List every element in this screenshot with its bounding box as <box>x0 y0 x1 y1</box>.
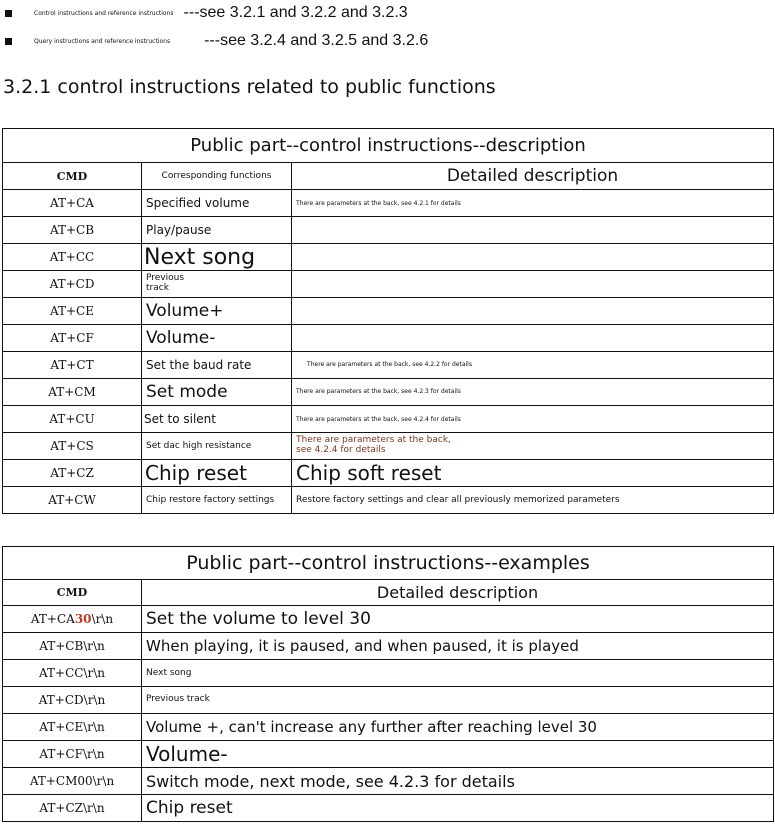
table-row <box>3 217 774 244</box>
table-caption: Public part--control instructions--description <box>3 129 774 163</box>
cmd-cell: AT+CT <box>3 352 142 379</box>
section-title: 3.2.1 control instructions related to public functions <box>3 76 496 98</box>
description-cell <box>292 217 774 244</box>
table-row <box>3 795 774 822</box>
header-cmd: CMD <box>3 580 142 606</box>
table-row <box>3 660 774 687</box>
cmd-cell: AT+CZ\r\n <box>3 795 142 822</box>
description-cell <box>292 298 774 325</box>
function-cell: Set dac high resistance <box>142 433 292 460</box>
cmd-cell: AT+CC <box>3 244 142 271</box>
function-cell: Specified volume <box>142 190 292 217</box>
description-cell: Set the volume to level 30 <box>142 606 774 633</box>
function-cell: Set to silent <box>142 406 292 433</box>
cmd-cell: AT+CF\r\n <box>3 741 142 768</box>
cmd-cell: AT+CE\r\n <box>3 714 142 741</box>
description-cell: There are parameters at the back, see 4.2.3 for details <box>292 379 774 406</box>
bullet-square-icon <box>5 38 12 45</box>
bullet-see-text: ---see 3.2.1 and 3.2.2 and 3.2.3 <box>183 4 408 21</box>
function-cell: Volume+ <box>142 298 292 325</box>
table-row <box>3 271 774 298</box>
cmd-cell: AT+CA30\r\n <box>3 606 142 633</box>
table-row <box>3 244 774 271</box>
cmd-cell: AT+CD <box>3 271 142 298</box>
function-cell: Next song <box>142 244 292 271</box>
table-row <box>3 687 774 714</box>
table-row <box>3 606 774 633</box>
function-cell: Play/pause <box>142 217 292 244</box>
cmd-cell: AT+CE <box>3 298 142 325</box>
cmd-cell: AT+CF <box>3 325 142 352</box>
cmd-cell: AT+CW <box>3 487 142 514</box>
header-description: Detailed description <box>292 163 774 190</box>
table-row <box>3 379 774 406</box>
table-row <box>3 487 774 514</box>
header-function: Corresponding functions <box>142 163 292 190</box>
description-cell: When playing, it is paused, and when paused, it is played <box>142 633 774 660</box>
description-cell: There are parameters at the back, see 4.2.1 for details <box>292 190 774 217</box>
table-row <box>3 325 774 352</box>
function-cell: Set mode <box>142 379 292 406</box>
description-cell: Previous track <box>142 687 774 714</box>
description-cell <box>292 271 774 298</box>
description-cell: Volume +, can't increase any further after reaching level 30 <box>142 714 774 741</box>
table-row <box>3 460 774 487</box>
description-cell: There are parameters at the back, see 4.2.2 for details <box>292 352 774 379</box>
bullet-small-text: Control instructions and reference instructions <box>34 9 174 17</box>
table-row <box>3 633 774 660</box>
cmd-highlight: 30 <box>74 612 92 626</box>
description-cell <box>292 325 774 352</box>
table-row <box>3 741 774 768</box>
table-caption: Public part--control instructions--examples <box>3 547 774 580</box>
bullet-item-query <box>0 30 428 52</box>
description-cell: Volume- <box>142 741 774 768</box>
description-cell: Next song <box>142 660 774 687</box>
description-cell <box>292 244 774 271</box>
function-cell: Set the baud rate <box>142 352 292 379</box>
table-row <box>3 190 774 217</box>
cmd-cell: AT+CZ <box>3 460 142 487</box>
examples-table <box>2 546 774 822</box>
function-cell: Volume- <box>142 325 292 352</box>
table-header-row <box>3 580 774 606</box>
cmd-cell: AT+CM00\r\n <box>3 768 142 795</box>
description-cell: There are parameters at the back, see 4.2.4 for details <box>292 433 774 460</box>
cmd-cell: AT+CB\r\n <box>3 633 142 660</box>
bullet-square-icon <box>5 10 12 17</box>
cmd-cell: AT+CU <box>3 406 142 433</box>
function-cell: Previous track <box>142 271 292 298</box>
bullet-item-control <box>0 2 408 24</box>
header-cmd: CMD <box>3 163 142 190</box>
table-row <box>3 406 774 433</box>
description-cell: Chip soft reset <box>292 460 774 487</box>
cmd-cell: AT+CA <box>3 190 142 217</box>
description-cell: There are parameters at the back, see 4.2.4 for details <box>292 406 774 433</box>
table-row <box>3 352 774 379</box>
description-table <box>2 128 774 514</box>
table-row <box>3 433 774 460</box>
cmd-cell: AT+CM <box>3 379 142 406</box>
header-description: Detailed description <box>142 580 774 606</box>
function-cell: Chip restore factory settings <box>142 487 292 514</box>
cmd-cell: AT+CC\r\n <box>3 660 142 687</box>
table-row <box>3 768 774 795</box>
description-cell: Restore factory settings and clear all previously memorized parameters <box>292 487 774 514</box>
bullet-small-text: Query instructions and reference instructions <box>34 37 171 45</box>
table-row <box>3 714 774 741</box>
description-cell: Chip reset <box>142 795 774 822</box>
cmd-cell: AT+CD\r\n <box>3 687 142 714</box>
cmd-cell: AT+CB <box>3 217 142 244</box>
function-cell: Chip reset <box>142 460 292 487</box>
description-cell: Switch mode, next mode, see 4.2.3 for details <box>142 768 774 795</box>
bullet-see-text: ---see 3.2.4 and 3.2.5 and 3.2.6 <box>204 32 429 49</box>
table-row <box>3 298 774 325</box>
table-header-row <box>3 163 774 190</box>
cmd-cell: AT+CS <box>3 433 142 460</box>
